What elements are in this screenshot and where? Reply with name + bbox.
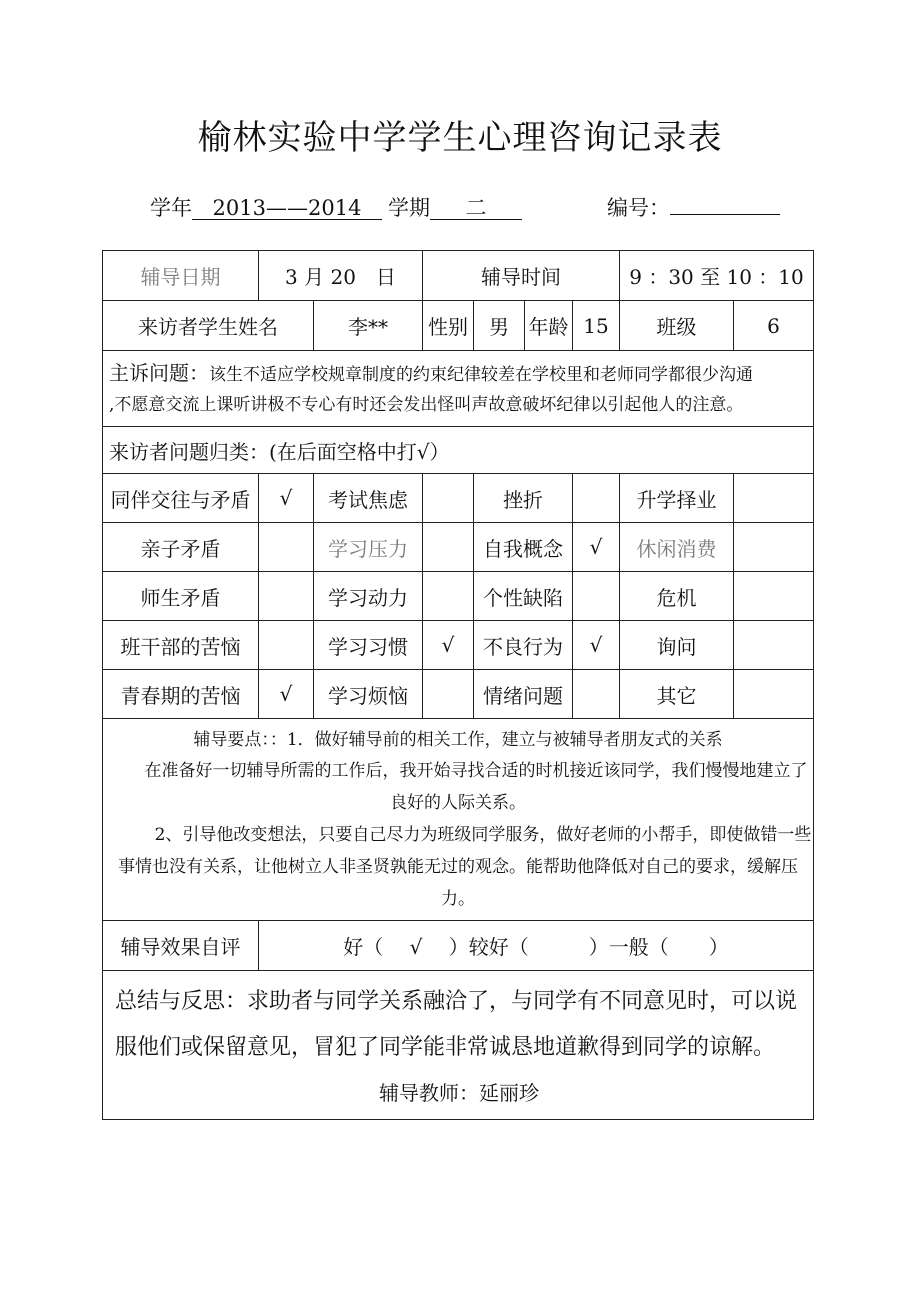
term-label: 学期: [388, 196, 430, 220]
form-number-value[interactable]: [670, 214, 780, 215]
complaint-text-line2: ,不愿意交流上课听讲极不专心有时还会发出怪叫声故意破坏纪律以引起他人的注意。: [109, 394, 744, 415]
complaint-label: 主诉问题：: [109, 360, 209, 385]
school-year: [150, 192, 382, 222]
category-check[interactable]: [573, 670, 620, 719]
category-check[interactable]: [259, 572, 314, 621]
category-check[interactable]: [259, 523, 314, 572]
category-check[interactable]: √: [259, 670, 314, 719]
student-name-label: 来访者学生姓名: [103, 301, 314, 351]
category-check[interactable]: √: [423, 621, 474, 670]
self-eval-label: [103, 921, 259, 971]
complaint-text-line1: 该生不适应学校规章制度的约束纪律较差在学校里和老师同学都很少沟通: [209, 364, 753, 385]
category-label: 其它: [620, 670, 734, 719]
term-value[interactable]: 二: [430, 197, 522, 220]
category-label: 班干部的苦恼: [103, 621, 259, 670]
key-points-heading: 辅导要点：：1．做好辅导前的相关工作，建立与被辅导者朋友式的关系: [193, 729, 723, 750]
time-value[interactable]: 9 ：30 至 10 ：10: [620, 251, 814, 301]
gender-value[interactable]: 男: [474, 301, 525, 351]
school-year-value[interactable]: 2013——2014: [192, 197, 382, 220]
complaint-cell[interactable]: [103, 351, 814, 427]
class-value[interactable]: 6: [734, 301, 814, 351]
category-header: 来访者问题归类：(在后面空格中打√）: [103, 427, 814, 474]
category-label: 个性缺陷: [474, 572, 573, 621]
summary-row: [103, 971, 814, 1120]
age-label: 年龄: [525, 301, 573, 351]
age-value[interactable]: 15: [573, 301, 620, 351]
form-number: [607, 192, 780, 222]
category-label: 危机: [620, 572, 734, 621]
category-check[interactable]: [573, 572, 620, 621]
summary-text: 总结与反思：求助者与同学关系融洽了，与同学有不同意见时，可以说服他们或保留意见，冒犯了同学能非常诚恳地道歉得到同学的谅解。: [115, 989, 798, 1060]
self-eval-row: [103, 921, 814, 971]
category-label: 自我概念: [474, 523, 573, 572]
category-row: [103, 572, 814, 621]
category-check[interactable]: [423, 572, 474, 621]
key-points-row: [103, 719, 814, 921]
category-label: 学习烦恼: [314, 670, 423, 719]
category-label: 学习习惯: [314, 621, 423, 670]
form-number-label: 编号：: [607, 196, 670, 220]
date-value[interactable]: 3 月 20 日: [259, 251, 423, 301]
key-points-cell[interactable]: [103, 719, 814, 921]
category-label: 情绪问题: [474, 670, 573, 719]
category-label: 青春期的苦恼: [103, 670, 259, 719]
school-year-label: 学年: [150, 196, 192, 220]
category-label: 亲子矛盾: [103, 523, 259, 572]
category-check[interactable]: √: [259, 474, 314, 523]
category-label: 学习动力: [314, 572, 423, 621]
category-check[interactable]: [423, 670, 474, 719]
category-check[interactable]: [734, 670, 814, 719]
term: [388, 192, 522, 222]
teacher-signature: 辅导教师：延丽珍: [379, 1081, 539, 1105]
form-title: 榆林实验中学学生心理咨询记录表: [197, 118, 723, 158]
category-header-row: [103, 427, 814, 474]
category-label: 休闲消费: [620, 523, 734, 572]
counseling-record-table: [102, 250, 814, 1120]
category-check[interactable]: [573, 474, 620, 523]
date-label: 辅导日期: [103, 251, 259, 301]
category-check[interactable]: [423, 523, 474, 572]
category-check[interactable]: √: [573, 621, 620, 670]
student-info-row: [103, 301, 814, 351]
category-label: 考试焦虑: [314, 474, 423, 523]
time-label: 辅导时间: [423, 251, 620, 301]
category-label: 升学择业: [620, 474, 734, 523]
class-label: 班级: [620, 301, 734, 351]
category-row: [103, 670, 814, 719]
date-time-row: [103, 251, 814, 301]
category-check[interactable]: [734, 474, 814, 523]
category-label: 询问: [620, 621, 734, 670]
category-check[interactable]: [734, 572, 814, 621]
category-label: 师生矛盾: [103, 572, 259, 621]
category-check[interactable]: [734, 523, 814, 572]
key-points-paragraph-2: 2、引导他改变想法，只要自己尽力为班级同学服务，做好老师的小帮手，即使做错一些事情也没有关系，让他树立人非圣贤孰能无过的观念。能帮助他降低对自己的要求，缓解压力。: [118, 824, 812, 909]
key-points-paragraph-1: 在准备好一切辅导所需的工作后，我开始寻找合适的时机接近该同学，我们慢慢地建立了良好的人际关系。: [144, 760, 808, 813]
gender-label: 性别: [423, 301, 474, 351]
category-check[interactable]: [734, 621, 814, 670]
self-eval-label-text: 辅导效果自评: [120, 935, 241, 959]
category-row: [103, 621, 814, 670]
category-row: [103, 523, 814, 572]
category-check[interactable]: √: [573, 523, 620, 572]
category-label: 不良行为: [474, 621, 573, 670]
complaint-row: [103, 351, 814, 427]
summary-cell[interactable]: [103, 971, 814, 1120]
category-row: [103, 474, 814, 523]
category-label: 挫折: [474, 474, 573, 523]
category-label: 同伴交往与矛盾: [103, 474, 259, 523]
category-check[interactable]: [423, 474, 474, 523]
category-label: 学习压力: [314, 523, 423, 572]
self-eval-options[interactable]: 好（ √ ）较好（ ）一般（ ）: [259, 921, 814, 971]
student-name-value[interactable]: 李**: [314, 301, 423, 351]
category-check[interactable]: [259, 621, 314, 670]
